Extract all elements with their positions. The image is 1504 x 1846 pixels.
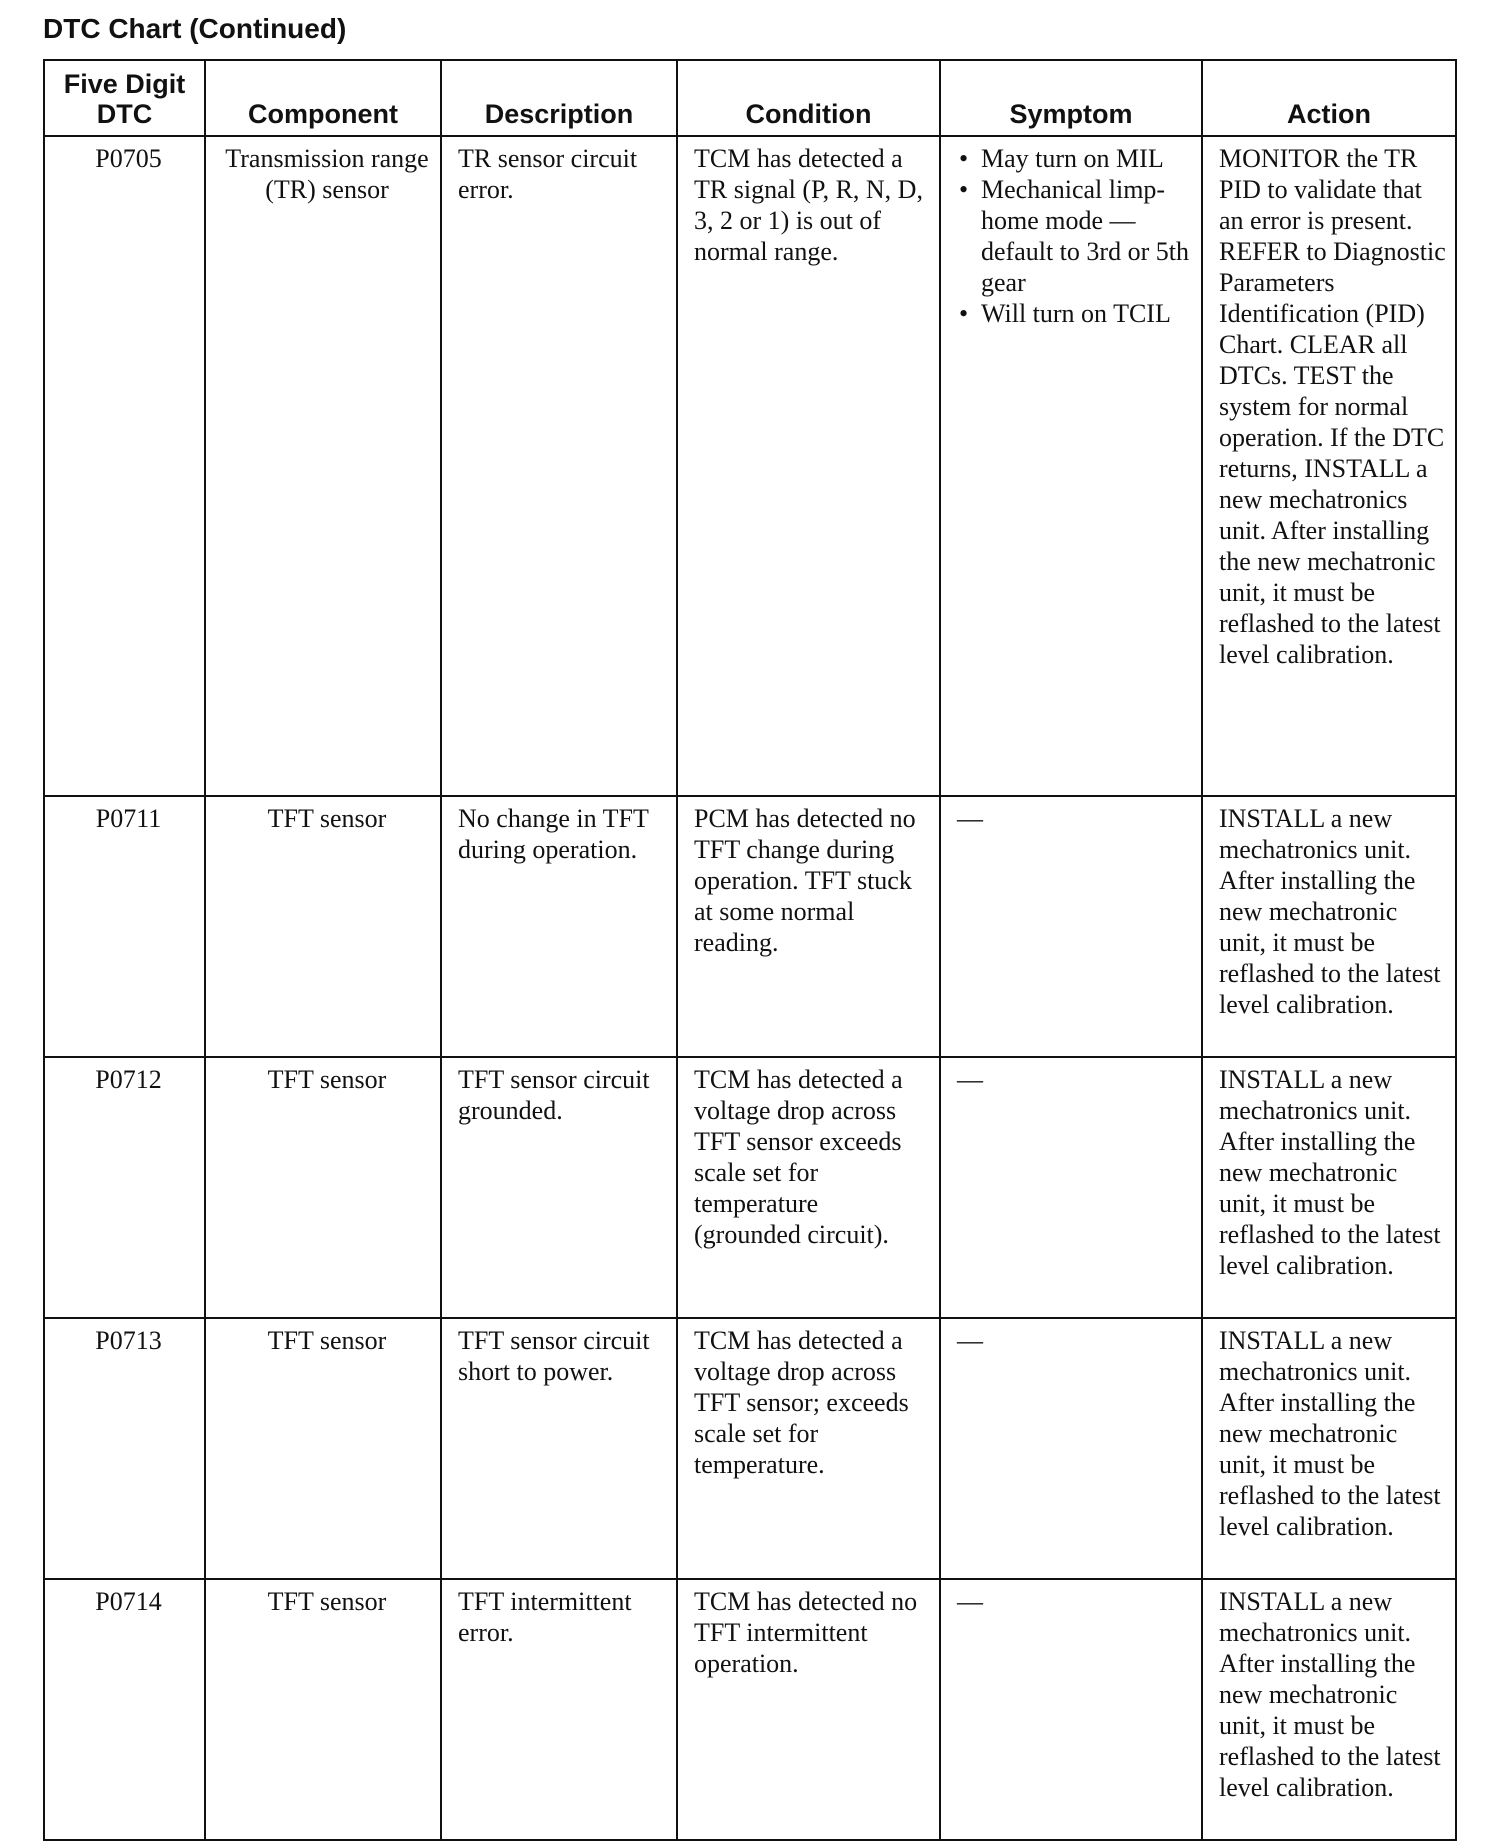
description-cell: TFT intermittent error. <box>441 1579 677 1840</box>
table-row <box>44 796 1456 1057</box>
dtc-code-cell: P0714 <box>44 1579 205 1840</box>
component-cell: TFT sensor <box>205 796 441 1057</box>
header-action: Action <box>1202 60 1456 136</box>
component-cell: TFT sensor <box>205 1318 441 1579</box>
description-cell: No change in TFT during operation. <box>441 796 677 1057</box>
symptom-cell: — <box>940 1057 1202 1318</box>
symptom-cell <box>940 136 1202 796</box>
condition-cell: TCM has detected a voltage drop across TFT sensor exceeds scale set for temperature (grounded circuit). <box>677 1057 940 1318</box>
symptom-list <box>957 143 1193 329</box>
symptom-item: • May turn on MIL <box>957 143 1193 174</box>
header-component: Component <box>205 60 441 136</box>
description-cell: TR sensor circuit error. <box>441 136 677 796</box>
dtc-code-cell: P0713 <box>44 1318 205 1579</box>
condition-cell: TCM has detected a TR signal (P, R, N, D, 3, 2 or 1) is out of normal range. <box>677 136 940 796</box>
dtc-code-cell: P0705 <box>44 136 205 796</box>
action-cell: INSTALL a new mechatronics unit. After installing the new mechatronic unit, it must be reflashed to the latest level calibration. <box>1202 1579 1456 1840</box>
table-row <box>44 136 1456 796</box>
header-code-line2: DTC <box>96 99 153 129</box>
condition-cell: TCM has detected no TFT intermittent operation. <box>677 1579 940 1840</box>
dtc-code-cell: P0712 <box>44 1057 205 1318</box>
action-cell: INSTALL a new mechatronics unit. After installing the new mechatronic unit, it must be reflashed to the latest level calibration. <box>1202 1057 1456 1318</box>
condition-cell: TCM has detected a voltage drop across TFT sensor; exceeds scale set for temperature. <box>677 1318 940 1579</box>
dtc-code-cell: P0711 <box>44 796 205 1057</box>
description-cell: TFT sensor circuit short to power. <box>441 1318 677 1579</box>
symptom-cell: — <box>940 796 1202 1057</box>
header-symptom: Symptom <box>940 60 1202 136</box>
header-five-digit-dtc <box>44 60 205 136</box>
table-row <box>44 1579 1456 1840</box>
header-row <box>44 60 1456 136</box>
component-cell: TFT sensor <box>205 1579 441 1840</box>
table-row <box>44 1318 1456 1579</box>
header-condition: Condition <box>677 60 940 136</box>
condition-cell: PCM has detected no TFT change during operation. TFT stuck at some normal reading. <box>677 796 940 1057</box>
action-cell: INSTALL a new mechatronics unit. After installing the new mechatronic unit, it must be reflashed to the latest level calibration. <box>1202 1318 1456 1579</box>
description-cell: TFT sensor circuit grounded. <box>441 1057 677 1318</box>
dtc-table <box>43 59 1457 1841</box>
header-code-line1: Five Digit <box>63 69 186 99</box>
page-title: DTC Chart (Continued) <box>43 13 347 44</box>
header-description: Description <box>441 60 677 136</box>
component-cell: Transmission range (TR) sensor <box>205 136 441 796</box>
symptom-item: • Mechanical limp-home mode — default to 3rd or 5th gear <box>957 174 1193 298</box>
table-row <box>44 1057 1456 1318</box>
symptom-cell: — <box>940 1318 1202 1579</box>
symptom-cell: — <box>940 1579 1202 1840</box>
symptom-item: • Will turn on TCIL <box>957 298 1193 329</box>
action-cell: MONITOR the TR PID to validate that an error is present. REFER to Diagnostic Parameters Identification (PID) Chart. CLEAR all DTCs. TEST the system for normal operation. If the DTC returns, INSTALL a new mechatronics unit. After installing the new mechatronic unit, it must be reflashed to the latest level calibration. <box>1202 136 1456 796</box>
action-cell: INSTALL a new mechatronics unit. After installing the new mechatronic unit, it must be reflashed to the latest level calibration. <box>1202 796 1456 1057</box>
component-cell: TFT sensor <box>205 1057 441 1318</box>
